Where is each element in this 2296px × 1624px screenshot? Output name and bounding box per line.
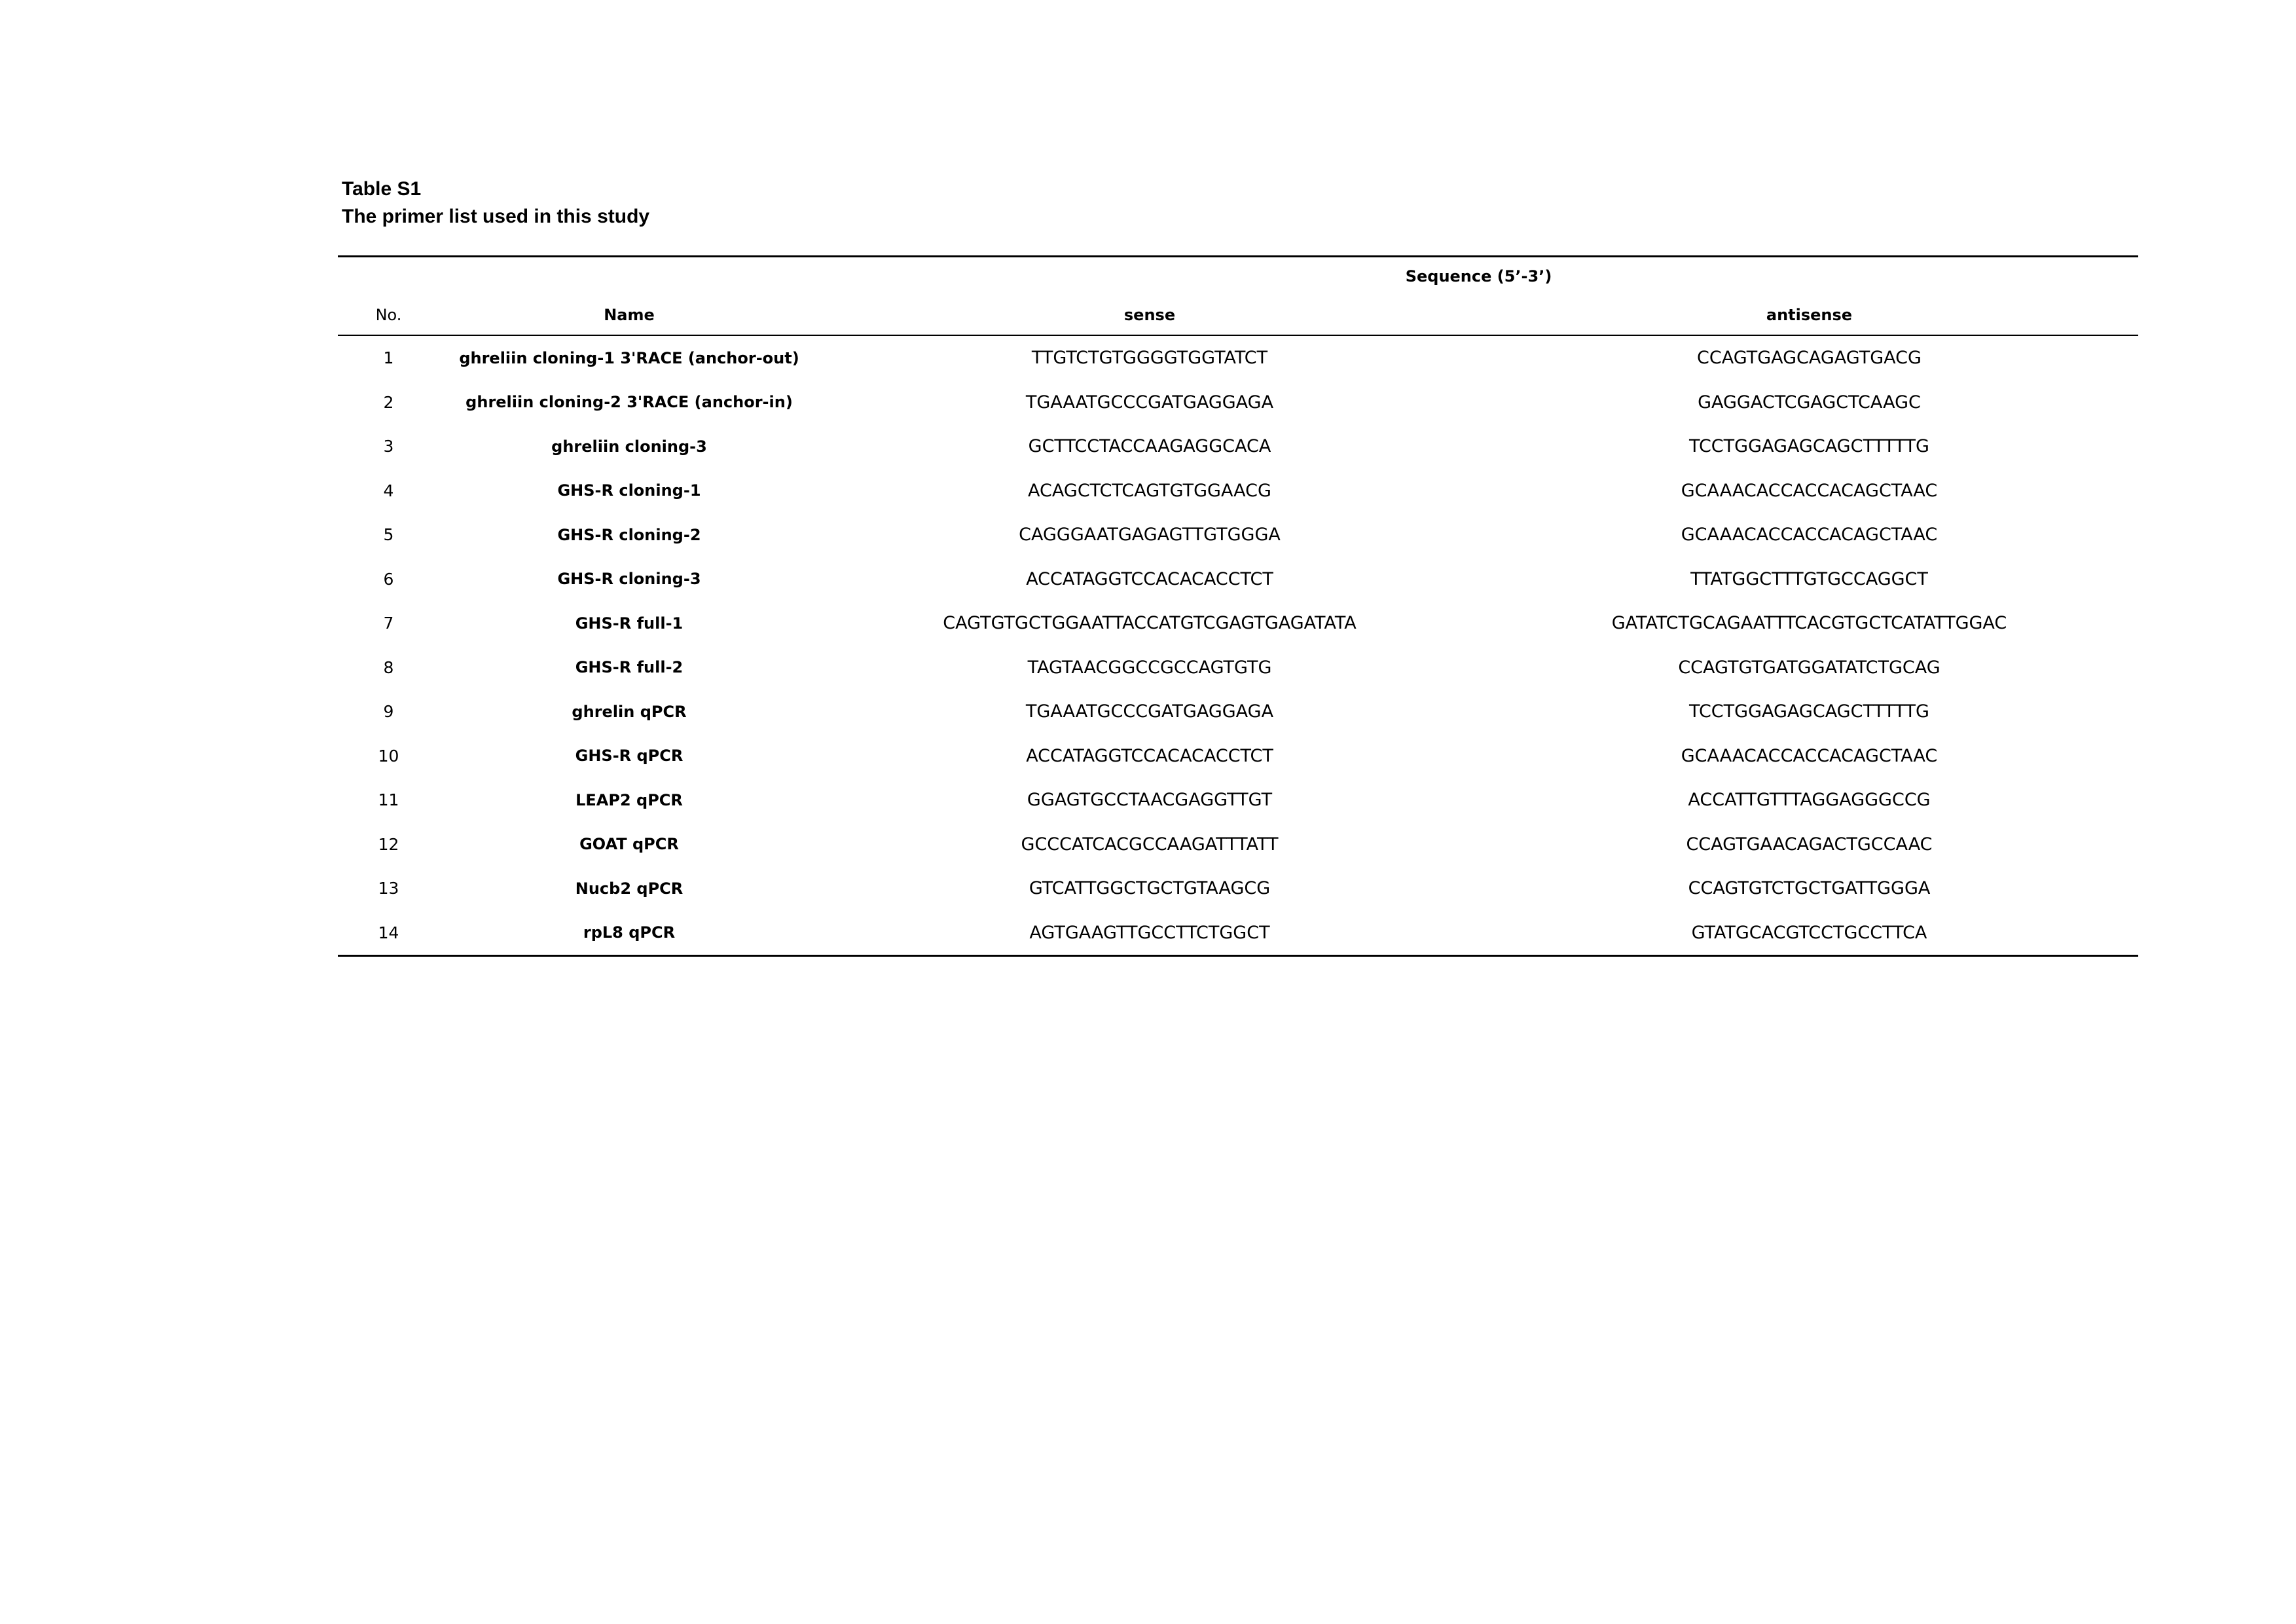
table-row — [338, 336, 2138, 380]
cell-name: LEAP2 qPCR — [575, 790, 683, 809]
table-row — [338, 734, 2138, 779]
cell-sense: GCTTCCTACCAAGAGGCACA — [1028, 436, 1271, 457]
table-row — [338, 822, 2138, 867]
table-row — [338, 911, 2138, 955]
cell-sense: TGAAATGCCCGATGAGGAGA — [1025, 701, 1274, 722]
cell-name: ghreliin cloning-2 3'RACE (anchor-in) — [465, 393, 793, 412]
cell-no: 8 — [383, 657, 394, 677]
table-row — [338, 380, 2138, 425]
cell-name: GOAT qPCR — [579, 835, 679, 854]
column-header-sense: sense — [1123, 306, 1176, 324]
cell-antisense: TTATGGCTTTGTGCCAGGCT — [1690, 568, 1928, 589]
cell-no: 12 — [378, 834, 399, 854]
column-header-name: Name — [604, 306, 655, 324]
cell-sense: GGAGTGCCTAACGAGGTTGT — [1027, 790, 1273, 811]
cell-no: 1 — [383, 348, 394, 368]
table-body — [338, 336, 2138, 955]
cell-sense: TAGTAACGGCCGCCAGTGTG — [1027, 657, 1272, 678]
cell-no: 6 — [383, 569, 394, 589]
cell-sense: AGTGAAGTTGCCTTCTGGCT — [1029, 922, 1270, 943]
cell-sense: GCCCATCACGCCAAGATTTATT — [1021, 834, 1279, 855]
cell-no: 10 — [378, 746, 399, 766]
table-row — [338, 513, 2138, 557]
cell-antisense: CCAGTGAGCAGAGTGACG — [1697, 348, 1922, 369]
cell-name: rpL8 qPCR — [583, 923, 676, 942]
table-row — [338, 469, 2138, 513]
cell-name: GHS-R qPCR — [575, 747, 683, 766]
cell-no: 14 — [378, 923, 399, 942]
cell-name: ghrelin qPCR — [572, 702, 687, 721]
cell-sense: ACAGCTCTCAGTGTGGAACG — [1028, 480, 1271, 501]
cell-antisense: ACCATTGTTTAGGAGGGCCG — [1688, 790, 1931, 811]
cell-name: GHS-R cloning-3 — [557, 570, 701, 589]
cell-antisense: CCAGTGTCTGCTGATTGGGA — [1688, 878, 1931, 899]
cell-sense: CAGTGTGCTGGAATTACCATGTCGAGTGAGATATA — [943, 613, 1357, 634]
cell-no: 3 — [383, 437, 394, 456]
cell-no: 7 — [383, 614, 394, 633]
cell-name: GHS-R full-2 — [575, 658, 683, 677]
table-label: Table S1 — [342, 178, 422, 200]
table-group-header-row — [338, 257, 2138, 295]
table-row — [338, 866, 2138, 911]
table-caption — [342, 175, 649, 231]
cell-antisense: GCAAACACCACCACAGCTAAC — [1681, 525, 1938, 545]
column-header-no: No. — [375, 306, 402, 324]
primer-table — [338, 255, 2138, 957]
cell-sense: ACCATAGGTCCACACACCTCT — [1026, 568, 1273, 589]
table-column-header-row — [338, 295, 2138, 335]
cell-name: GHS-R cloning-2 — [557, 525, 701, 544]
table-bottom-rule — [338, 955, 2138, 957]
cell-antisense: CCAGTGAACAGACTGCCAAC — [1686, 834, 1933, 855]
cell-no: 9 — [383, 702, 394, 722]
cell-no: 4 — [383, 481, 394, 500]
cell-no: 13 — [378, 879, 399, 898]
cell-name: ghreliin cloning-3 — [551, 437, 707, 456]
cell-antisense: TCCTGGAGAGCAGCTTTTTG — [1689, 436, 1929, 457]
cell-sense: TGAAATGCCCGATGAGGAGA — [1025, 392, 1274, 413]
cell-sense: GTCATTGGCTGCTGTAAGCG — [1029, 878, 1271, 899]
cell-antisense: GTATGCACGTCCTGCCTTCA — [1691, 922, 1927, 943]
cell-sense: ACCATAGGTCCACACACCTCT — [1026, 745, 1273, 766]
cell-sense: TTGTCTGTGGGGTGGTATCT — [1031, 348, 1268, 369]
cell-antisense: GCAAACACCACCACAGCTAAC — [1681, 745, 1938, 766]
table-row — [338, 690, 2138, 734]
table-title: The primer list used in this study — [342, 206, 650, 227]
cell-antisense: GATATCTGCAGAATTTCACGTGCTCATATTGGAC — [1611, 613, 2007, 634]
cell-antisense: GCAAACACCACCACAGCTAAC — [1681, 480, 1938, 501]
cell-name: Nucb2 qPCR — [575, 879, 683, 898]
cell-no: 5 — [383, 525, 394, 545]
table-row — [338, 778, 2138, 822]
table-row — [338, 424, 2138, 469]
cell-antisense: CCAGTGTGATGGATATCTGCAG — [1678, 657, 1941, 678]
table-row — [338, 557, 2138, 602]
column-header-antisense: antisense — [1766, 306, 1853, 324]
sequence-group-header: Sequence (5’-3’) — [1405, 267, 1552, 286]
cell-antisense: GAGGACTCGAGCTCAAGC — [1698, 392, 1921, 413]
cell-antisense: TCCTGGAGAGCAGCTTTTTG — [1689, 701, 1929, 722]
cell-name: GHS-R full-1 — [575, 614, 683, 633]
cell-name: ghreliin cloning-1 3'RACE (anchor-out) — [459, 348, 799, 367]
cell-name: GHS-R cloning-1 — [557, 481, 701, 500]
cell-no: 2 — [383, 392, 394, 412]
table-row — [338, 601, 2138, 646]
cell-no: 11 — [378, 790, 399, 810]
cell-sense: CAGGGAATGAGAGTTGTGGGA — [1019, 525, 1281, 545]
table-row — [338, 646, 2138, 690]
